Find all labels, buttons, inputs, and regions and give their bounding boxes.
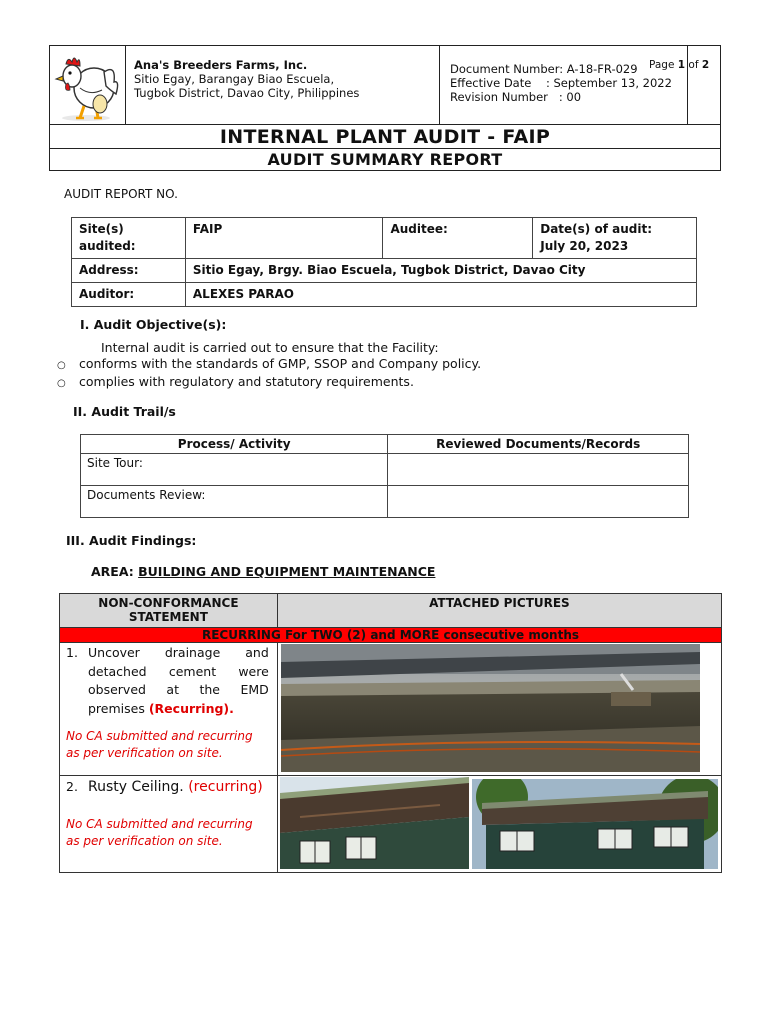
- recurring-tag: (recurring): [188, 779, 263, 795]
- recurring-tag: (Recurring).: [148, 700, 234, 716]
- bullet-item: ○ conforms with the standards of GMP, SSOP and Company policy.: [57, 356, 481, 374]
- trail-row-site-tour: Site Tour:: [81, 454, 388, 486]
- company-address-line1: Sitio Egay, Barangay Biao Escuela,: [134, 72, 335, 86]
- trail-heading: II. Audit Trail/s: [73, 404, 176, 419]
- rusty-ceiling-photo-1: [280, 777, 469, 869]
- area-value: BUILDING AND EQUIPMENT MAINTENANCE: [138, 564, 436, 579]
- objective-heading: I. Audit Objective(s):: [80, 317, 227, 332]
- site-value: FAIP: [185, 218, 383, 259]
- date-label: Date(s) of audit:: [540, 222, 652, 236]
- address-label: Address:: [72, 259, 186, 283]
- findings-col-statement: NON-CONFORMANCE STATEMENT: [60, 594, 278, 628]
- finding-1-statement: [60, 643, 278, 776]
- page-indicator: Page 1 of 2: [649, 59, 710, 71]
- area-label: AREA:: [91, 564, 134, 579]
- trail-row-site-tour-docs: [388, 454, 689, 486]
- findings-col-pictures: ATTACHED PICTURES: [277, 594, 721, 628]
- bullet-icon: ○: [57, 378, 66, 389]
- address-value: Sitio Egay, Brgy. Biao Escuela, Tugbok District, Davao City: [185, 259, 696, 283]
- revision-number: Revision Number : 00: [450, 90, 582, 104]
- audit-trail-table: [80, 434, 689, 518]
- rusty-ceiling-photo-2: [472, 779, 718, 869]
- finding-1-text: 1. Uncover drainage and detached cement were observed at the EMD premises (Recurring).: [66, 645, 269, 716]
- finding-2-statement: [60, 776, 278, 873]
- trail-row-documents-review: Documents Review:: [81, 486, 388, 518]
- findings-heading: III. Audit Findings:: [66, 533, 197, 548]
- document-header: [49, 45, 721, 171]
- trail-row-documents-review-docs: [388, 486, 689, 518]
- finding-2-note: No CA submitted and recurring as per verification on site.: [66, 817, 253, 848]
- auditee-label: Auditee:: [383, 218, 533, 259]
- trail-col-process: Process/ Activity: [81, 435, 388, 454]
- date-cell: [533, 218, 697, 259]
- rooster-logo-icon: [50, 46, 126, 124]
- finding-2-text: 2. Rusty Ceiling. (recurring): [66, 779, 263, 795]
- document-number: Document Number: A-18-FR-029: [450, 62, 638, 76]
- audit-info-table: [71, 217, 697, 307]
- objective-intro: Internal audit is carried out to ensure that the Facility:: [101, 340, 439, 355]
- objective-bullets: [57, 356, 481, 392]
- finding-1-note: No CA submitted and recurring as per verification on site.: [66, 729, 253, 760]
- bullet-icon: ○: [57, 360, 66, 371]
- recurring-banner: RECURRING For TWO (2) and MORE consecutive months: [60, 628, 722, 643]
- company-address-line2: Tugbok District, Davao City, Philippines: [134, 86, 360, 100]
- auditor-label: Auditor:: [72, 283, 186, 307]
- document-subtitle: AUDIT SUMMARY REPORT: [267, 150, 503, 169]
- trail-col-documents: Reviewed Documents/Records: [388, 435, 689, 454]
- company-logo: [50, 46, 126, 124]
- effective-date: Effective Date : September 13, 2022: [450, 76, 672, 90]
- auditor-value: ALEXES PARAO: [185, 283, 696, 307]
- area-line: [91, 564, 435, 579]
- audit-report-no-label: AUDIT REPORT NO.: [64, 187, 178, 201]
- bullet-item: ○ complies with regulatory and statutory requirements.: [57, 374, 481, 392]
- site-label: Site(s) audited:: [72, 218, 186, 259]
- company-block: [126, 46, 440, 124]
- document-title: INTERNAL PLANT AUDIT - FAIP: [50, 124, 720, 149]
- date-value: July 20, 2023: [540, 239, 629, 253]
- company-name: Ana's Breeders Farms, Inc.: [134, 58, 308, 72]
- drainage-photo: [281, 644, 700, 772]
